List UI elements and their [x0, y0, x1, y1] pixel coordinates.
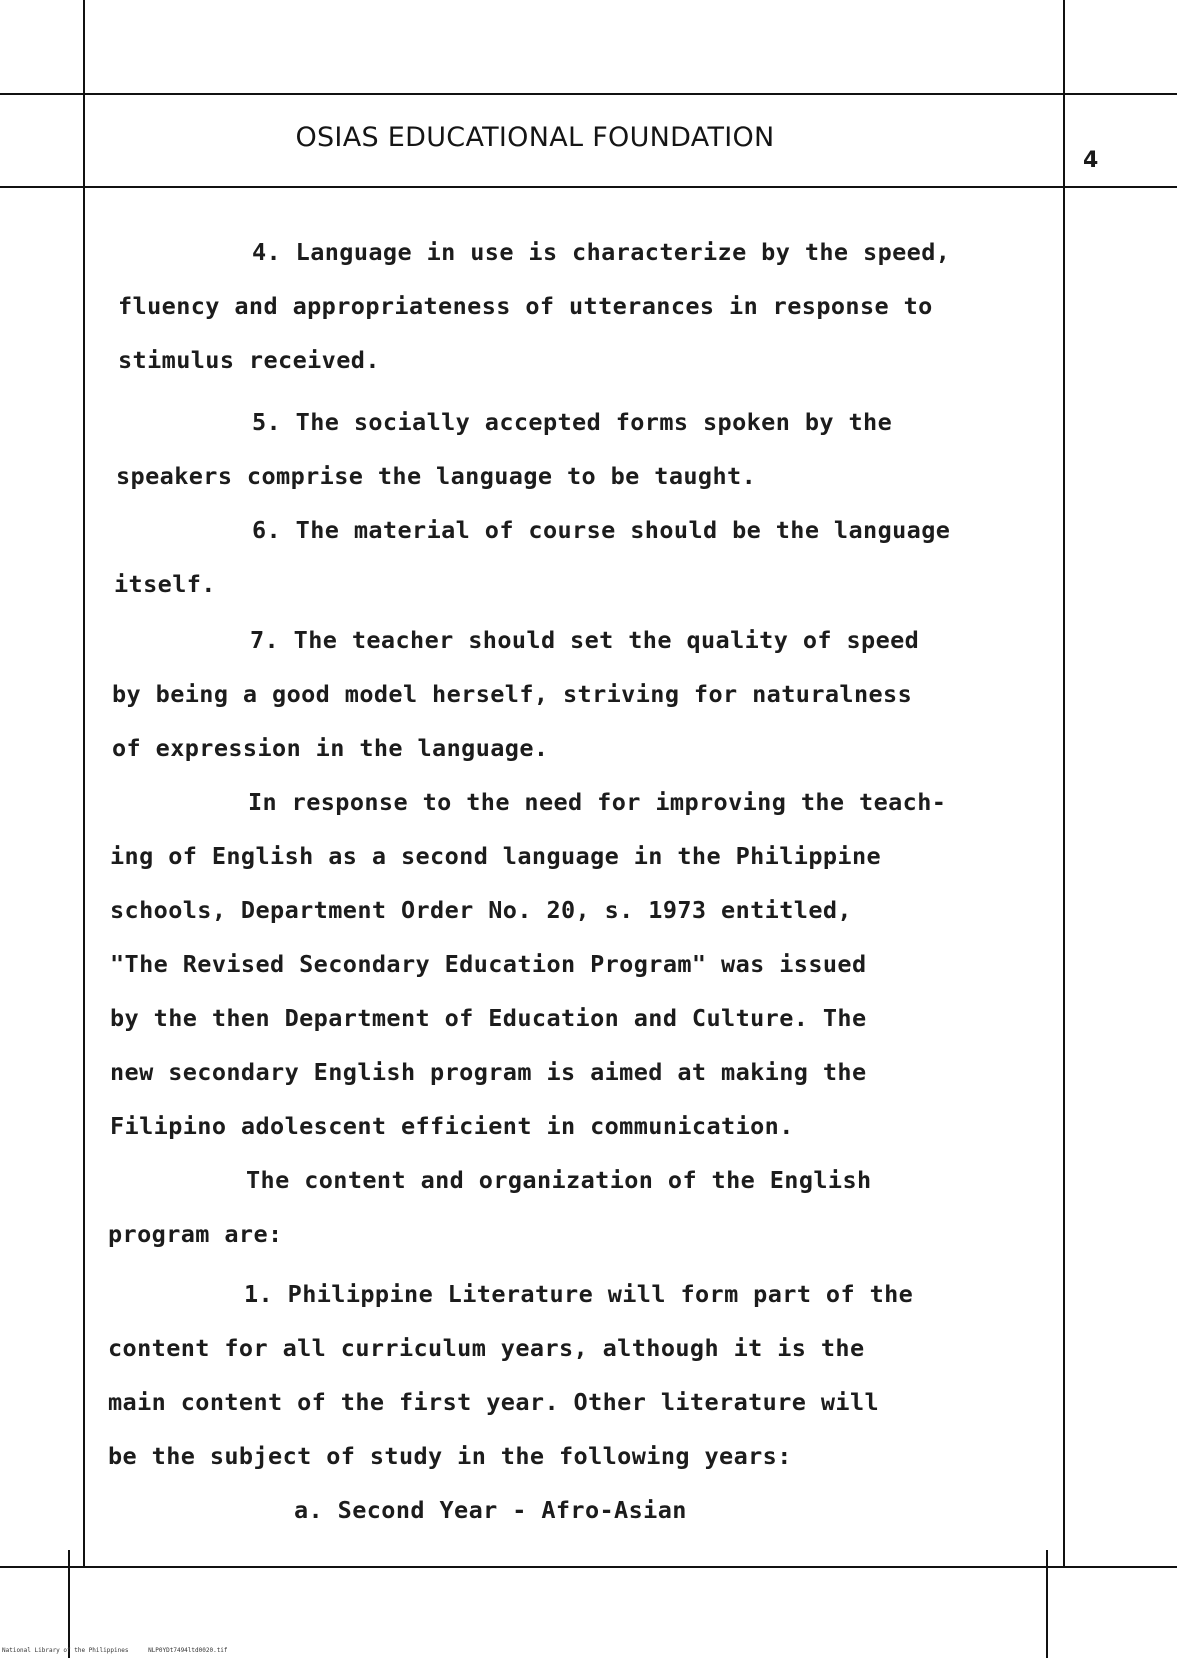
text-line: a. Second Year - Afro-Asian: [294, 1496, 687, 1524]
text-line: speakers comprise the language to be taught.: [116, 462, 757, 490]
text-line: by the then Department of Education and Culture. The: [110, 1004, 867, 1032]
footer-library: National Library of the Philippines: [2, 1647, 129, 1654]
page-number: 4: [1083, 148, 1099, 173]
text-line: Filipino adolescent efficient in communication.: [110, 1112, 794, 1140]
text-line: be the subject of study in the following years:: [108, 1442, 792, 1470]
text-line: by being a good model herself, striving for naturalness: [112, 680, 913, 708]
bottom-right-border-line: [1046, 1550, 1048, 1658]
text-line: stimulus received.: [118, 346, 380, 374]
text-line: 6. The material of course should be the language: [252, 516, 951, 544]
text-line: new secondary English program is aimed at making the: [110, 1058, 867, 1086]
text-line: of expression in the language.: [112, 734, 549, 762]
footer-file-id: NLP0YDt7494ltd0020.tif: [148, 1647, 228, 1654]
text-line: program are:: [108, 1220, 283, 1248]
text-line: schools, Department Order No. 20, s. 1973 entitled,: [110, 896, 852, 924]
text-line: content for all curriculum years, although it is the: [108, 1334, 865, 1362]
header-rule: [0, 186, 1177, 188]
text-line: main content of the first year. Other literature will: [108, 1388, 880, 1416]
text-line: 5. The socially accepted forms spoken by the: [252, 408, 893, 436]
text-line: 1. Philippine Literature will form part of the: [244, 1280, 914, 1308]
left-border-line: [83, 0, 85, 1568]
top-rule: [0, 93, 1177, 95]
right-border-line: [1063, 0, 1065, 1568]
text-line: itself.: [114, 570, 216, 598]
text-line: "The Revised Secondary Education Program" was issued: [110, 950, 867, 978]
page-title: OSIAS EDUCATIONAL FOUNDATION: [295, 122, 775, 153]
text-line: ing of English as a second language in the Philippine: [110, 842, 882, 870]
scan-footer: [2, 1647, 244, 1654]
text-line: 7. The teacher should set the quality of speed: [250, 626, 920, 654]
bottom-left-border-line: [68, 1550, 70, 1658]
text-line: The content and organization of the English: [246, 1166, 872, 1194]
bottom-rule: [0, 1566, 1177, 1568]
text-line: fluency and appropriateness of utterances in response to: [118, 292, 933, 320]
text-line: 4. Language in use is characterize by the speed,: [252, 238, 951, 266]
text-line: In response to the need for improving the teach-: [248, 788, 947, 816]
